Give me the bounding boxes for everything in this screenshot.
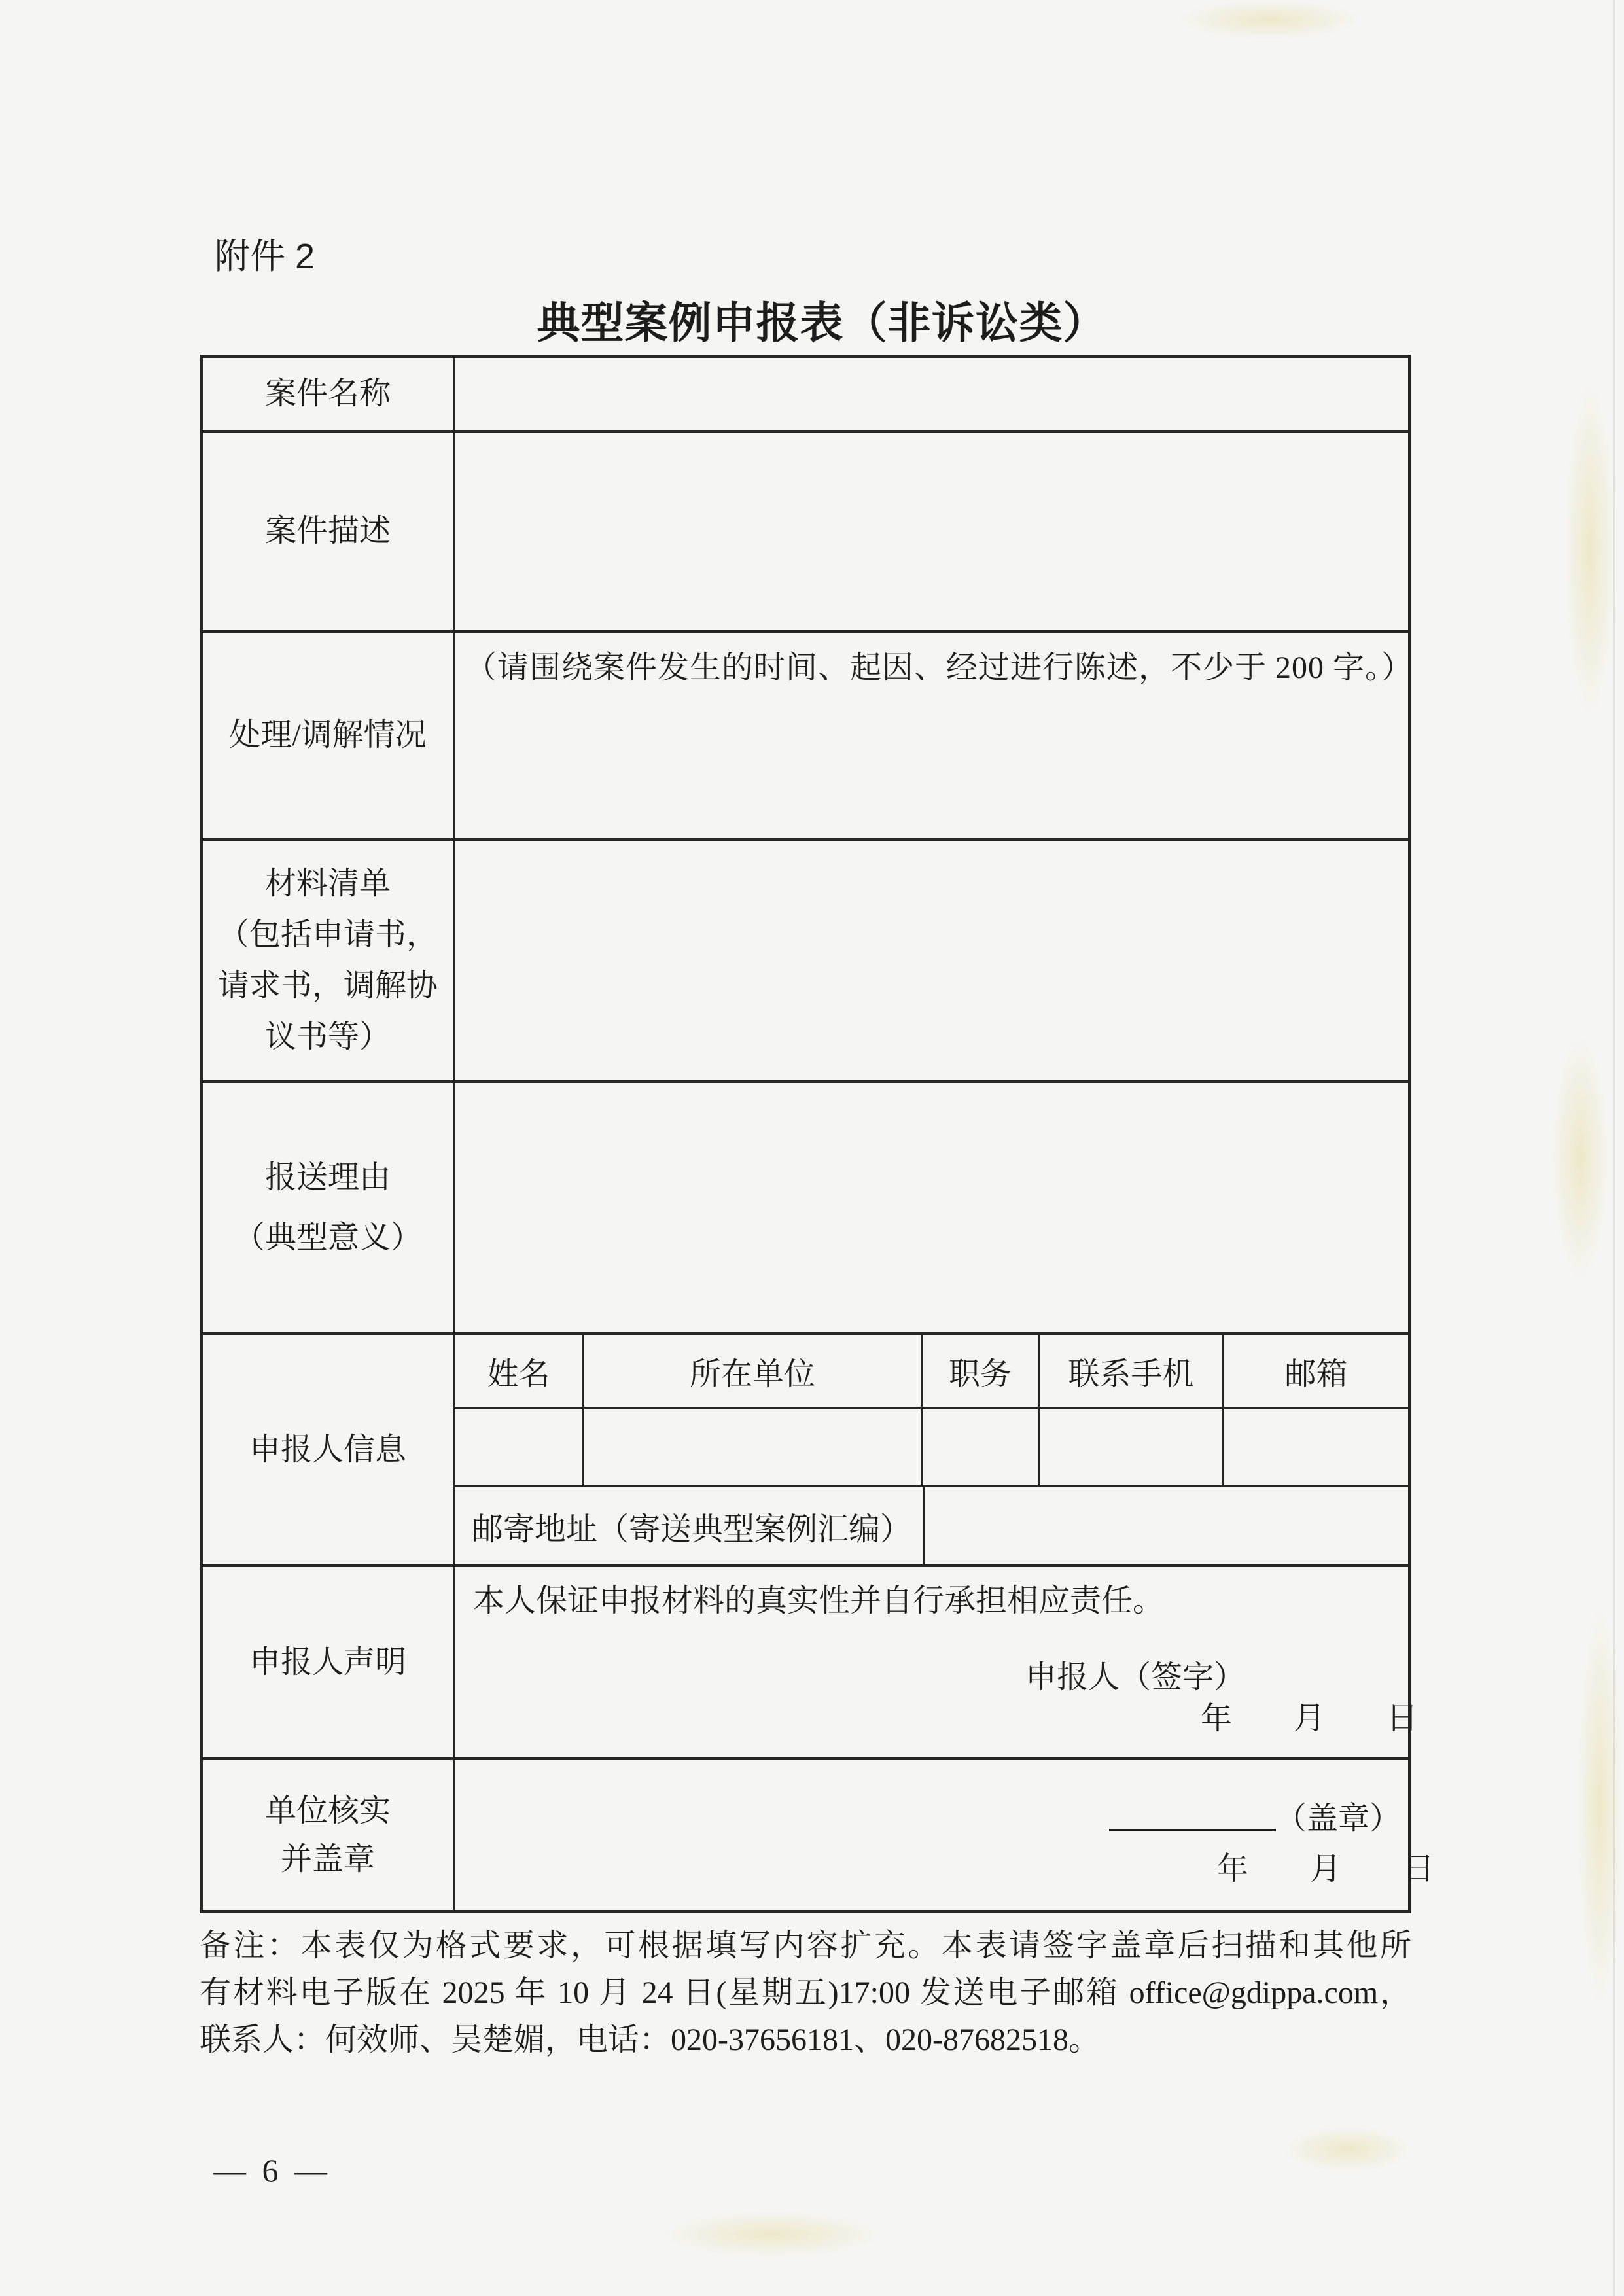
col-header-phone: 联系手机 — [1040, 1335, 1224, 1407]
applicant-header-row — [455, 1335, 1408, 1407]
page-title: 典型案例申报表（非诉讼类） — [537, 300, 1107, 347]
scan-stain-artifact — [661, 2212, 883, 2257]
applicant-position-cell — [923, 1409, 1040, 1485]
applicant-info-label — [203, 1335, 455, 1564]
case-description-field — [455, 433, 1408, 630]
scan-stain-artifact — [1282, 2127, 1413, 2172]
row-materials — [203, 838, 1408, 1080]
mailing-address-label-text: 邮寄地址（寄送典型案例汇编） — [472, 1511, 912, 1547]
declaration-month-label: 月 — [1294, 1701, 1326, 1736]
col-header-name: 姓名 — [455, 1335, 584, 1407]
applicant-data-row — [455, 1407, 1408, 1485]
scan-stain-artifact — [1564, 380, 1616, 720]
scan-stain-artifact — [1577, 1603, 1623, 2009]
row-reason — [203, 1080, 1408, 1332]
verification-label-line2: 并盖章 — [280, 1841, 375, 1877]
declaration-label-text: 申报人声明 — [249, 1644, 406, 1680]
reason-field — [455, 1083, 1408, 1332]
handling-field — [455, 633, 1414, 838]
mailing-address-field — [925, 1487, 1408, 1564]
verification-month-label: 月 — [1310, 1852, 1342, 1886]
col-header-email: 邮箱 — [1284, 1356, 1348, 1392]
materials-field — [455, 841, 1408, 1080]
page-number: — 6 — — [213, 2152, 331, 2189]
row-case-name — [203, 358, 1408, 430]
reason-label — [203, 1083, 455, 1332]
footer-note-line2: 有材料电子版在 2025 年 10 月 24 日(星期五)17:00 发送电子邮箱 office@gdippa.com， — [200, 1975, 1411, 2010]
applicant-info-subtable — [455, 1335, 1408, 1564]
applicant-email-cell — [1224, 1409, 1408, 1485]
row-verification-seal — [203, 1757, 1435, 1910]
mailing-address-label — [455, 1487, 925, 1564]
attachment-label: 附件 2 — [215, 237, 315, 276]
declaration-year-label: 年 — [1201, 1701, 1233, 1736]
materials-label-line4: 议书等） — [264, 1019, 391, 1054]
materials-label — [203, 841, 455, 1080]
declaration-date-line — [1201, 1693, 1418, 1738]
application-form-table — [200, 355, 1435, 1913]
materials-label-line1: 材料清单 — [264, 866, 391, 901]
reason-label-line1: 报送理由 — [264, 1159, 391, 1195]
declaration-field — [455, 1567, 1419, 1757]
row-case-description — [203, 430, 1408, 630]
case-name-field — [455, 358, 1408, 430]
reason-label-line2: （典型意义） — [233, 1220, 422, 1255]
materials-label-line2: （包括申请书， — [217, 917, 438, 952]
handling-hint: （请围绕案件发生的时间、起因、经过进行陈述，不少于 200 字。） — [465, 650, 1414, 685]
seal-label: （盖章） — [1275, 1801, 1402, 1836]
declaration-sign-label: 申报人（签字） — [1025, 1660, 1246, 1695]
col-header-position: 职务 — [923, 1335, 1040, 1407]
footer-note-line3: 联系人：何效师、吴楚媚，电话：020-37656181、020-87682518。 — [200, 2022, 1100, 2057]
applicant-organization-cell — [584, 1409, 923, 1485]
case-name-label-text: 案件名称 — [264, 376, 391, 411]
verification-year-label: 年 — [1217, 1852, 1249, 1886]
handling-label — [203, 633, 455, 838]
verification-label — [203, 1760, 455, 1910]
seal-blank-line — [1109, 1808, 1276, 1831]
row-declaration — [203, 1564, 1419, 1757]
case-name-label — [203, 358, 455, 430]
declaration-day-label: 日 — [1386, 1701, 1419, 1736]
verification-label-line1: 单位核实 — [264, 1793, 391, 1828]
verification-field — [455, 1760, 1435, 1910]
applicant-phone-cell — [1040, 1409, 1224, 1485]
scan-stain-artifact — [1178, 0, 1361, 39]
case-description-label-text: 案件描述 — [264, 514, 391, 548]
verification-date-line — [1217, 1843, 1434, 1888]
declaration-label — [203, 1567, 455, 1757]
applicant-name-cell — [455, 1409, 584, 1485]
case-description-label — [203, 433, 455, 630]
declaration-statement: 本人保证申报材料的真实性并自行承担相应责任。 — [473, 1583, 1165, 1618]
row-handling — [203, 630, 1414, 838]
materials-label-line3: 请求书，调解协 — [217, 968, 438, 1003]
footer-note — [200, 1922, 1411, 2064]
row-applicant-info — [203, 1332, 1408, 1564]
handling-label-text: 处理/调解情况 — [229, 718, 427, 752]
mailing-address-row — [455, 1485, 1408, 1564]
scan-stain-artifact — [1551, 1034, 1610, 1282]
footer-note-line1: 备注：本表仅为格式要求，可根据填写内容扩充。本表请签字盖章后扫描和其他所 — [200, 1928, 1411, 1963]
applicant-info-label-text: 申报人信息 — [249, 1432, 406, 1467]
verification-day-label: 日 — [1403, 1852, 1435, 1886]
col-header-organization: 所在单位 — [584, 1335, 923, 1407]
